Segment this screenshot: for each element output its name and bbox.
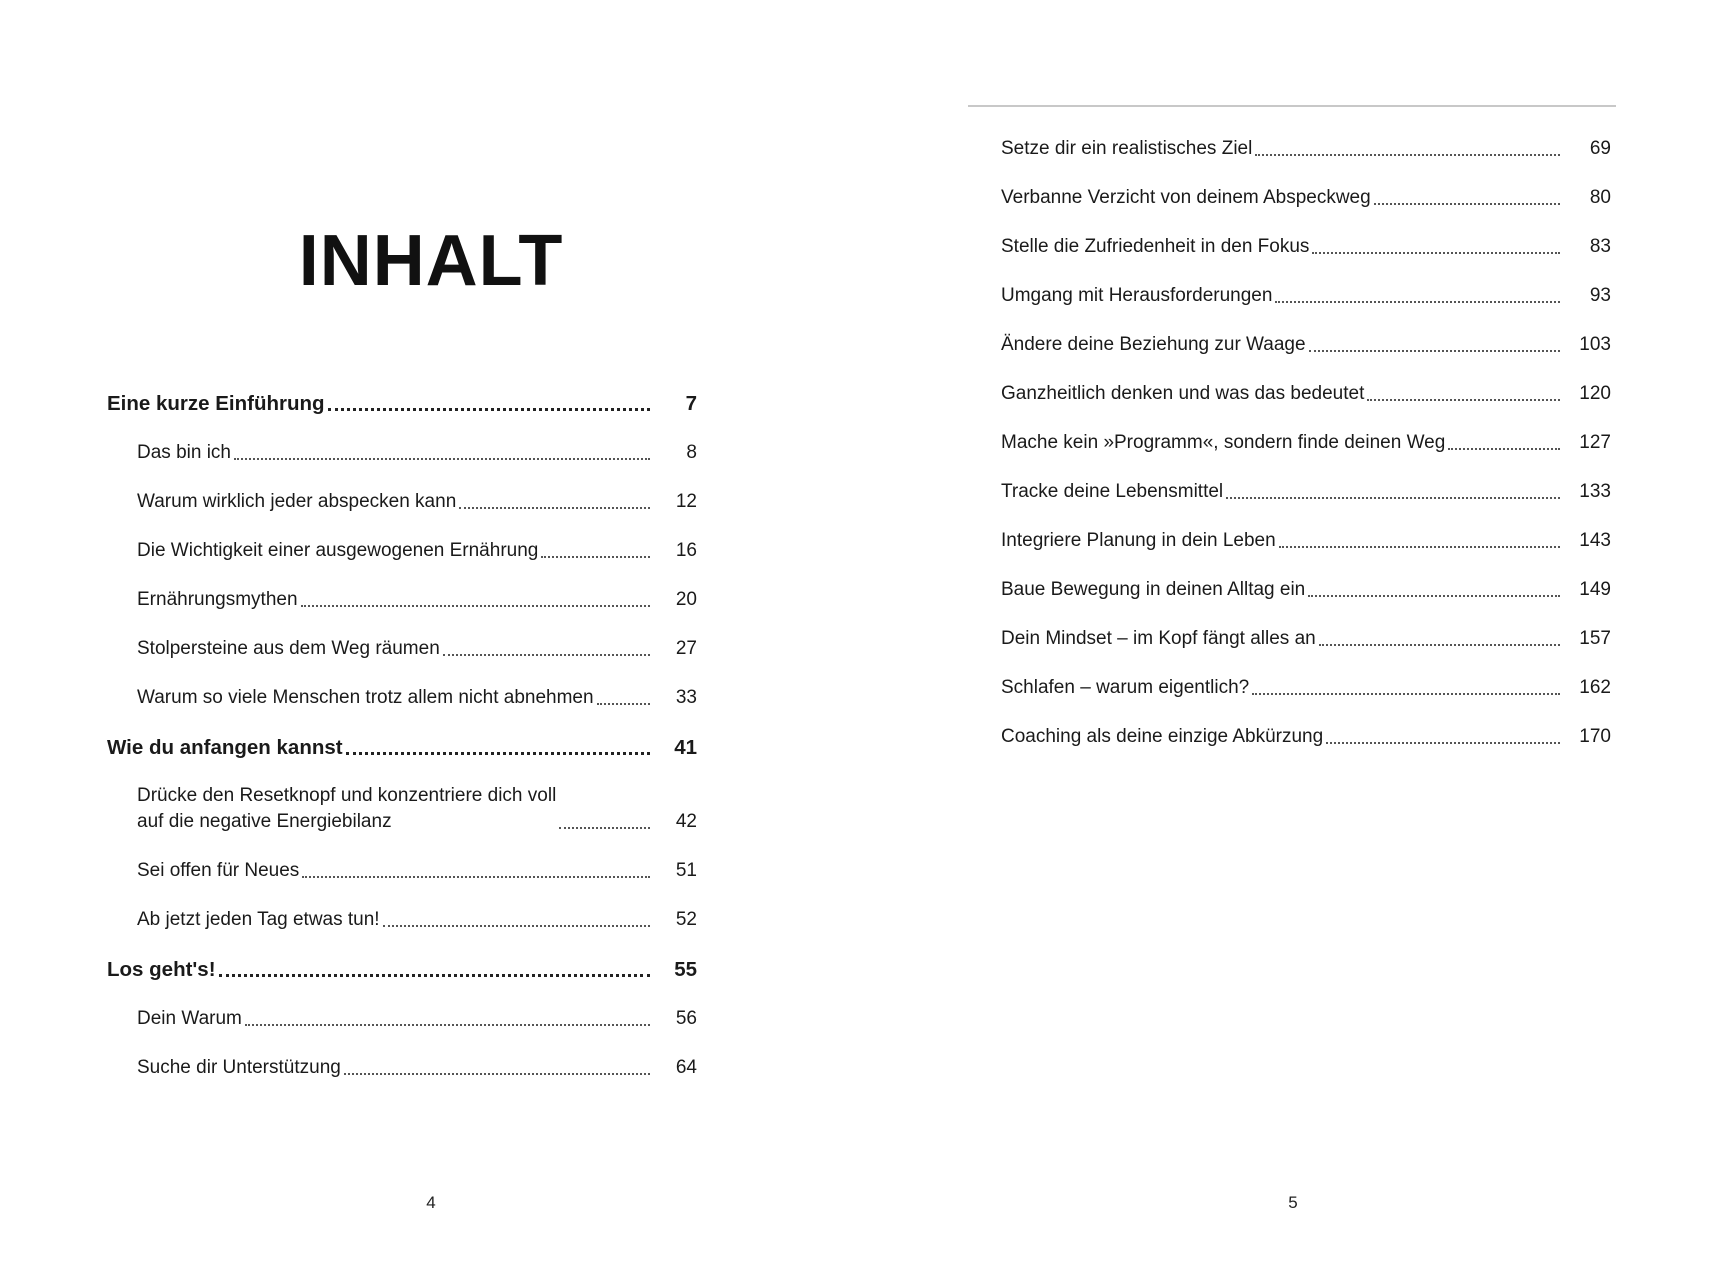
toc-entry-label: Drücke den Resetknopf und konzentriere dich voll auf die negative Energiebilanz bbox=[137, 785, 557, 832]
toc-entry[interactable] bbox=[137, 417, 697, 466]
toc-page-number: 12 bbox=[675, 491, 697, 512]
toc-page-number: 170 bbox=[1579, 726, 1611, 747]
toc-entry[interactable] bbox=[137, 835, 697, 884]
toc-entry[interactable] bbox=[137, 983, 697, 1032]
toc-page-number: 42 bbox=[675, 811, 697, 832]
dot-leader bbox=[1275, 301, 1560, 303]
toc-page-number: 103 bbox=[1579, 334, 1611, 355]
dot-leader bbox=[459, 507, 650, 509]
contents-title: INHALT bbox=[298, 221, 564, 301]
toc-page-number: 149 bbox=[1579, 579, 1611, 600]
dot-leader bbox=[344, 1073, 650, 1075]
toc-entry-label: Stolpersteine aus dem Weg räumen bbox=[137, 638, 440, 659]
dot-leader bbox=[383, 925, 650, 927]
toc-page-number: 56 bbox=[675, 1008, 697, 1029]
toc-chapter[interactable] bbox=[107, 933, 697, 983]
dot-leader bbox=[1226, 497, 1560, 499]
toc-page-number: 162 bbox=[1579, 677, 1611, 698]
toc-entry[interactable] bbox=[137, 1032, 697, 1081]
toc-page-number: 143 bbox=[1579, 530, 1611, 551]
toc-entry[interactable] bbox=[137, 884, 697, 933]
toc-entry-label: Eine kurze Einführung bbox=[107, 392, 325, 415]
toc-entry-label: Suche dir Unterstützung bbox=[137, 1057, 341, 1078]
toc-entry-label: Ab jetzt jeden Tag etwas tun! bbox=[137, 909, 380, 930]
toc-entry-label: Die Wichtigkeit einer ausgewogenen Ernährung bbox=[137, 540, 539, 561]
toc-entry-label: Stelle die Zufriedenheit in den Fokus bbox=[1001, 236, 1310, 257]
header-rule bbox=[968, 105, 1616, 107]
toc-list-right bbox=[1001, 136, 1611, 750]
toc-page-number: 8 bbox=[686, 442, 697, 463]
toc-entry-label: Dein Mindset – im Kopf fängt alles an bbox=[1001, 628, 1316, 649]
dot-leader bbox=[541, 556, 650, 558]
toc-page-number: 51 bbox=[675, 860, 697, 881]
toc-entry[interactable] bbox=[137, 662, 697, 711]
toc-entry[interactable] bbox=[1001, 456, 1611, 505]
toc-page-number: 120 bbox=[1579, 383, 1611, 404]
toc-entry-label: Das bin ich bbox=[137, 442, 231, 463]
dot-leader bbox=[1319, 644, 1560, 646]
page-number-left: 4 bbox=[426, 1193, 436, 1212]
toc-entry[interactable] bbox=[1001, 358, 1611, 407]
toc-entry-label: Ändere deine Beziehung zur Waage bbox=[1001, 334, 1306, 355]
dot-leader bbox=[1279, 546, 1560, 548]
toc-page-number: 127 bbox=[1579, 432, 1611, 453]
toc-entry-label: Tracke deine Lebensmittel bbox=[1001, 481, 1224, 502]
toc-entry[interactable] bbox=[137, 761, 697, 835]
toc-entry[interactable] bbox=[137, 613, 697, 662]
toc-page-number: 83 bbox=[1589, 236, 1611, 257]
toc-entry-label: Sei offen für Neues bbox=[137, 860, 300, 881]
toc-page-number: 157 bbox=[1579, 628, 1611, 649]
toc-entry[interactable] bbox=[137, 515, 697, 564]
dot-leader bbox=[301, 605, 650, 607]
toc-entry-label: Dein Warum bbox=[137, 1008, 242, 1029]
toc-page-number: 55 bbox=[674, 958, 697, 981]
toc-entry-label: Setze dir ein realistisches Ziel bbox=[1001, 138, 1253, 159]
dot-leader bbox=[234, 458, 650, 460]
toc-entry[interactable] bbox=[137, 466, 697, 515]
dot-leader bbox=[219, 974, 650, 977]
right-page bbox=[856, 0, 1713, 1270]
toc-entry-label: Warum wirklich jeder abspecken kann bbox=[137, 491, 457, 512]
toc-entry-label: Ernährungsmythen bbox=[137, 589, 298, 610]
toc-entry[interactable] bbox=[137, 564, 697, 613]
toc-entry[interactable] bbox=[1001, 603, 1611, 652]
toc-entry[interactable] bbox=[1001, 309, 1611, 358]
dot-leader bbox=[1255, 154, 1560, 156]
toc-entry[interactable] bbox=[1001, 701, 1611, 750]
dot-leader bbox=[346, 752, 650, 755]
dot-leader bbox=[597, 703, 650, 705]
dot-leader bbox=[443, 654, 650, 656]
toc-page-number: 20 bbox=[675, 589, 697, 610]
toc-entry-label: Coaching als deine einzige Abkürzung bbox=[1001, 726, 1324, 747]
toc-page-number: 16 bbox=[675, 540, 697, 561]
toc-entry-label: Warum so viele Menschen trotz allem nicht abnehmen bbox=[137, 687, 594, 708]
toc-page-number: 80 bbox=[1589, 187, 1611, 208]
dot-leader bbox=[1252, 693, 1560, 695]
toc-entry-label: Los geht's! bbox=[107, 958, 216, 981]
dot-leader bbox=[245, 1024, 650, 1026]
toc-entry[interactable] bbox=[1001, 652, 1611, 701]
dot-leader bbox=[1374, 203, 1560, 205]
toc-page-number: 33 bbox=[675, 687, 697, 708]
toc-chapter[interactable] bbox=[107, 711, 697, 761]
toc-entry-label: Umgang mit Herausforderungen bbox=[1001, 285, 1273, 306]
toc-page-number: 69 bbox=[1589, 138, 1611, 159]
toc-page-number: 27 bbox=[675, 638, 697, 659]
toc-entry-label: Mache kein »Programm«, sondern finde deinen Weg bbox=[1001, 432, 1446, 453]
toc-entry[interactable] bbox=[1001, 407, 1611, 456]
toc-entry[interactable] bbox=[1001, 136, 1611, 162]
toc-entry[interactable] bbox=[1001, 554, 1611, 603]
toc-entry-label: Schlafen – warum eigentlich? bbox=[1001, 677, 1250, 698]
toc-entry[interactable] bbox=[1001, 211, 1611, 260]
toc-entry-label: Wie du anfangen kannst bbox=[107, 736, 343, 759]
toc-page-number: 64 bbox=[675, 1057, 697, 1078]
dot-leader bbox=[1326, 742, 1560, 744]
dot-leader bbox=[302, 876, 650, 878]
toc-entry[interactable] bbox=[1001, 260, 1611, 309]
dot-leader bbox=[328, 408, 650, 411]
toc-entry-label: Integriere Planung in dein Leben bbox=[1001, 530, 1276, 551]
toc-entry[interactable] bbox=[1001, 162, 1611, 211]
toc-entry[interactable] bbox=[1001, 505, 1611, 554]
toc-page-number: 41 bbox=[674, 736, 697, 759]
toc-list-left bbox=[107, 391, 697, 1081]
toc-page-number: 133 bbox=[1579, 481, 1611, 502]
dot-leader bbox=[1309, 350, 1560, 352]
dot-leader bbox=[1308, 595, 1560, 597]
toc-page-number: 93 bbox=[1589, 285, 1611, 306]
left-page bbox=[0, 0, 856, 1270]
dot-leader bbox=[1448, 448, 1560, 450]
toc-entry-label: Baue Bewegung in deinen Alltag ein bbox=[1001, 579, 1306, 600]
dot-leader bbox=[559, 827, 650, 829]
toc-entry-label: Verbanne Verzicht von deinem Abspeckweg bbox=[1001, 187, 1371, 208]
dot-leader bbox=[1312, 252, 1560, 254]
toc-page-number: 7 bbox=[685, 392, 697, 415]
page-number-right: 5 bbox=[1288, 1193, 1298, 1212]
toc-page-number: 52 bbox=[675, 909, 697, 930]
toc-chapter[interactable] bbox=[107, 391, 697, 417]
toc-entry-label: Ganzheitlich denken und was das bedeutet bbox=[1001, 383, 1365, 404]
dot-leader bbox=[1367, 399, 1560, 401]
